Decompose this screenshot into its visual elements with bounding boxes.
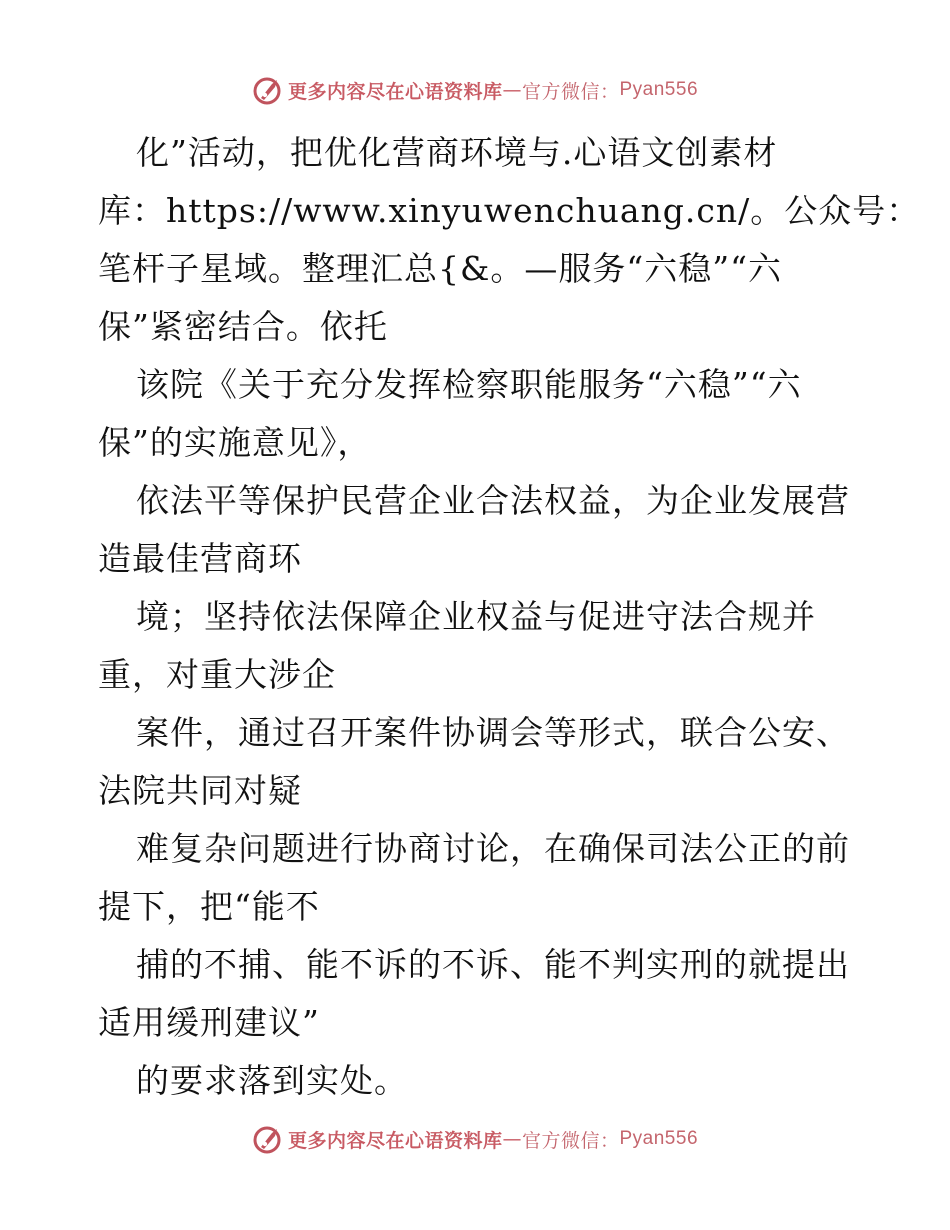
- body-line: 该院《关于充分发挥检察职能服务“六稳”“六: [136, 365, 802, 404]
- body-line: 库：https://www.xinyuwenchuang.cn/。公众号：: [98, 191, 921, 230]
- body-line: 捕的不捕、能不诉的不诉、能不判实刑的就提出: [136, 945, 850, 984]
- header-brand-text: 更多内容尽在心语资料库: [287, 80, 503, 103]
- body-line: 笔杆子星域。整理汇总{&。—服务“六稳”“六: [98, 249, 782, 288]
- body-line: 境；坚持依法保障企业权益与促进守法合规并: [136, 597, 816, 636]
- footer-banner: [0, 1119, 950, 1159]
- body-line: 造最佳营商环: [98, 539, 302, 578]
- body-line: 的要求落到实处。: [136, 1061, 408, 1100]
- header-separator: —: [502, 79, 522, 101]
- body-line: 法院共同对疑: [98, 771, 302, 810]
- footer-brand-text: 更多内容尽在心语资料库: [287, 1129, 503, 1152]
- pen-nib-logo-icon: [252, 74, 284, 106]
- header-wechat-label: 官方微信：: [521, 80, 620, 103]
- body-line: 适用缓刑建议”: [98, 1003, 320, 1042]
- body-line: 提下，把“能不: [98, 887, 320, 926]
- header-banner: [0, 70, 950, 110]
- footer-separator: —: [502, 1128, 522, 1150]
- footer-wechat-id: Pyan556: [619, 1128, 699, 1149]
- body-line: 依法平等保护民营企业合法权益，为企业发展营: [136, 481, 850, 520]
- body-line: 案件，通过召开案件协调会等形式，联合公安、: [136, 713, 850, 752]
- body-line: 难复杂问题进行协商讨论，在确保司法公正的前: [136, 829, 850, 868]
- footer-wechat-label: 官方微信：: [521, 1129, 620, 1152]
- document-body: [98, 124, 921, 1110]
- body-line: 保”紧密结合。依托: [98, 307, 388, 346]
- pen-nib-logo-icon: [252, 1123, 284, 1155]
- header-wechat-id: Pyan556: [619, 79, 699, 100]
- body-line: 保”的实施意见》，: [98, 423, 372, 462]
- body-line: 化”活动，把优化营商环境与.心语文创素材: [136, 133, 778, 172]
- body-line: 重，对重大涉企: [98, 655, 336, 694]
